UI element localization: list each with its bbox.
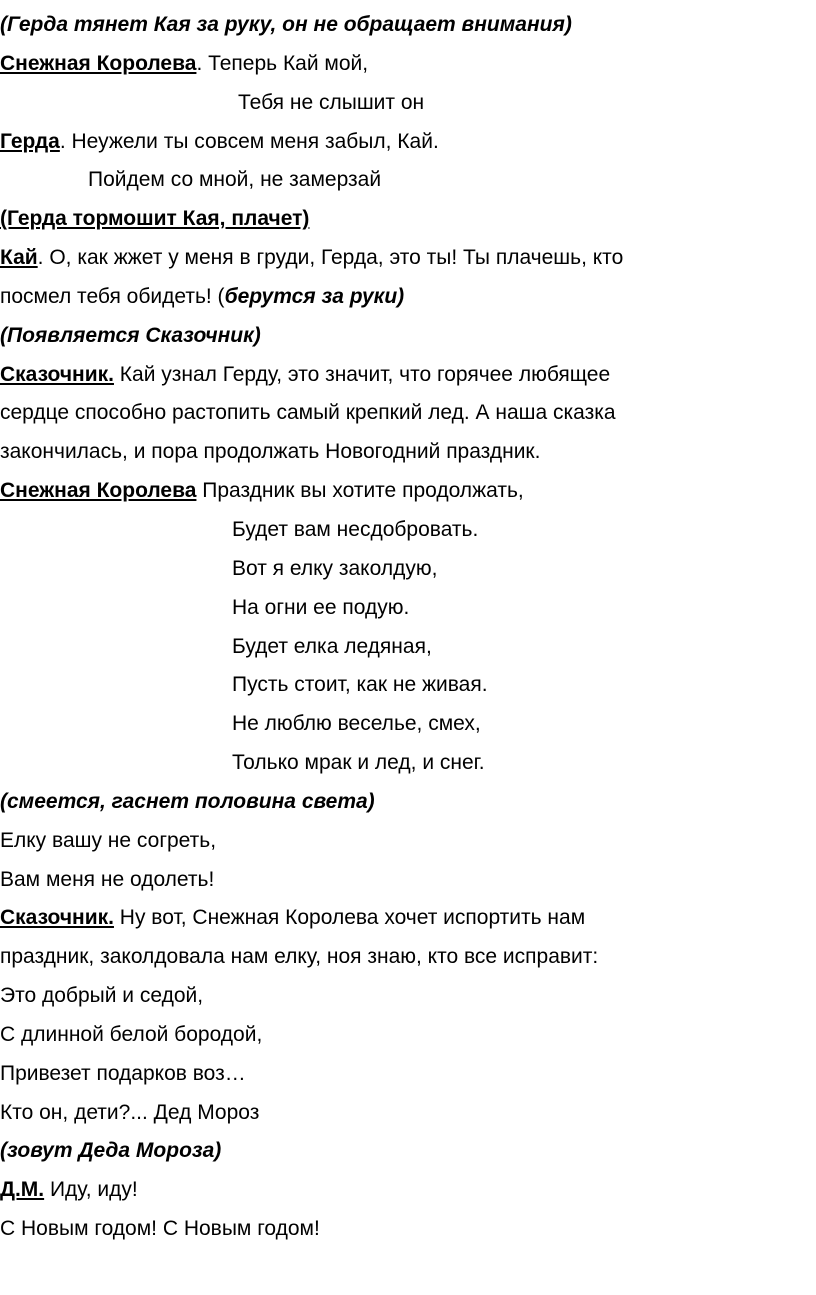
- verse-line: Привезет подарков воз…: [0, 1061, 246, 1085]
- dialogue-line: сердце способно растопить самый крепкий лед. А наша сказка: [0, 401, 616, 425]
- dialogue-text: Ну вот, Снежная Королева хочет испортить нам: [113, 906, 586, 930]
- stage-direction: (Появляется Сказочник): [0, 323, 261, 347]
- dialogue-text: . Неужели ты совсем меня забыл, Кай.: [59, 129, 439, 153]
- dialogue-line: [0, 239, 808, 278]
- speaker-name: Сказочник.: [0, 906, 114, 930]
- verse-line: Пойдем со мной, не замерзай: [88, 168, 382, 192]
- verse-line: Будет елка ледяная,: [232, 634, 432, 658]
- verse-line: Вот я елку заколдую,: [232, 556, 438, 580]
- verse-line: Тебя не слышит он: [238, 90, 425, 114]
- speaker-name: Кай: [0, 246, 38, 270]
- dialogue-line: закончилась, и пора продолжать Новогодний праздник.: [0, 440, 541, 464]
- speaker-name: Снежная Королева: [0, 51, 197, 75]
- dialogue-text: Праздник вы хотите продолжать,: [196, 479, 524, 503]
- speaker-name: Д.М.: [0, 1178, 45, 1202]
- stage-direction: (смеется, гаснет половина света): [0, 789, 375, 813]
- stage-direction: (зовут Деда Мороза): [0, 1139, 222, 1163]
- speaker-name: Сказочник.: [0, 362, 114, 386]
- dialogue-text: посмел тебя обидеть! (: [0, 284, 225, 308]
- verse-line: Пусть стоит, как не живая.: [232, 673, 488, 697]
- document-page: [0, 6, 808, 1249]
- speaker-name: Снежная Королева: [0, 479, 197, 503]
- dialogue-line: [0, 45, 808, 84]
- dialogue-line: [0, 278, 808, 317]
- speaker-name: Герда: [0, 129, 60, 153]
- dialogue-text: . Теперь Кай мой,: [196, 51, 369, 75]
- dialogue-line: [0, 472, 808, 511]
- dialogue-text: . О, как жжет у меня в груди, Герда, это ты! Ты плачешь, кто: [37, 246, 624, 270]
- stage-direction: (Герда тормошит Кая, плачет): [0, 207, 310, 231]
- verse-line: На огни ее подую.: [232, 595, 410, 619]
- stage-direction-inline: берутся за руки): [224, 284, 405, 308]
- dialogue-line: [0, 123, 808, 162]
- dialogue-line: [0, 899, 808, 938]
- verse-line: Вам меня не одолеть!: [0, 867, 215, 891]
- verse-line: С длинной белой бородой,: [0, 1022, 263, 1046]
- verse-line: Елку вашу не согреть,: [0, 828, 217, 852]
- verse-line: Только мрак и лед, и снег.: [232, 751, 485, 775]
- dialogue-text: Иду, иду!: [44, 1178, 138, 1202]
- verse-line: Это добрый и седой,: [0, 984, 204, 1008]
- dialogue-line: [0, 1171, 808, 1210]
- verse-line: Будет вам несдобровать.: [232, 517, 479, 541]
- verse-line: Не люблю веселье, смех,: [232, 712, 481, 736]
- dialogue-line: [0, 356, 808, 395]
- dialogue-text: Кай узнал Герду, это значит, что горячее любящее: [113, 362, 611, 386]
- stage-direction: (Герда тянет Кая за руку, он не обращает внимания): [0, 13, 572, 36]
- dialogue-line: праздник, заколдовала нам елку, ноя знаю, кто все исправит:: [0, 945, 599, 969]
- verse-line: Кто он, дети?... Дед Мороз: [0, 1100, 260, 1124]
- verse-line: С Новым годом! С Новым годом!: [0, 1217, 320, 1241]
